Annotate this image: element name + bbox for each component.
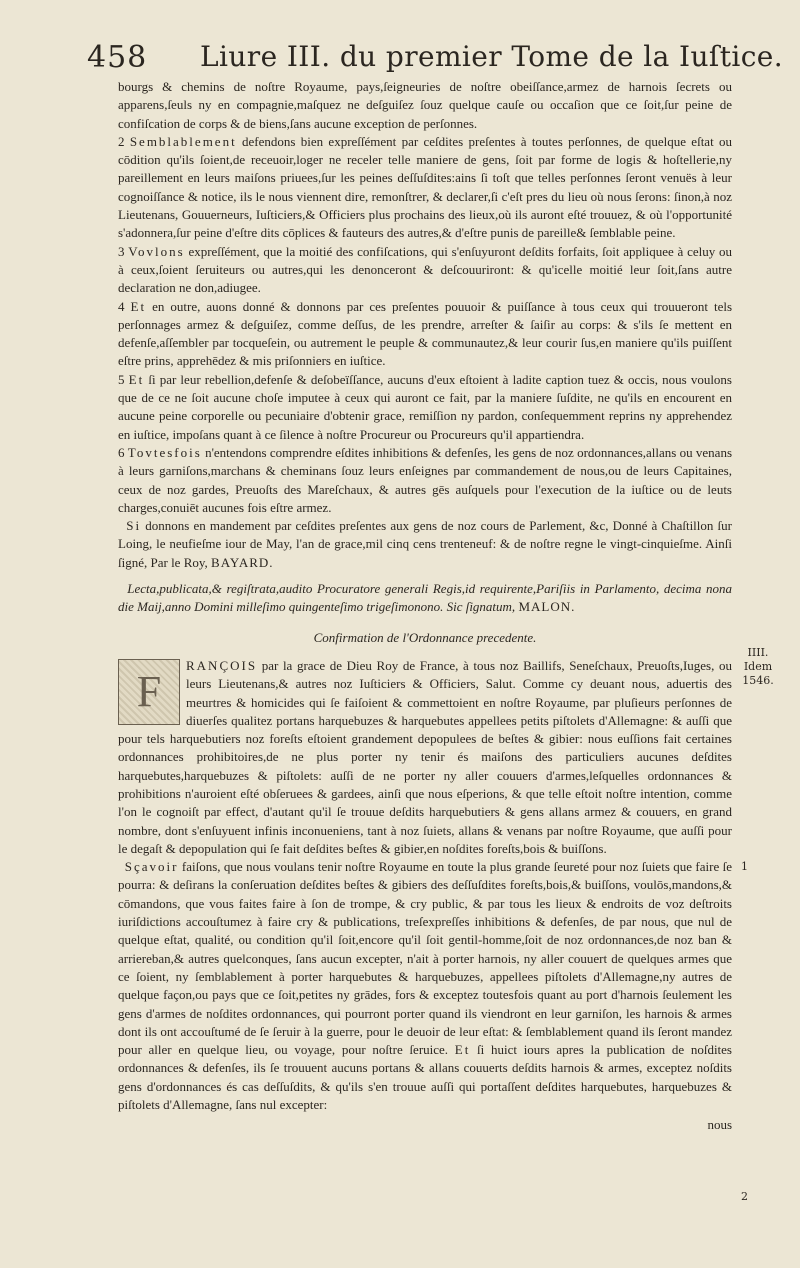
- article-4: [118, 298, 732, 371]
- closing-paragraph: [118, 517, 732, 572]
- article-5: [118, 371, 732, 444]
- article-number: 3: [118, 243, 125, 259]
- article-number: 4: [118, 298, 125, 314]
- decorated-initial-letter: F: [118, 659, 180, 725]
- article-lead-word: Et: [128, 371, 145, 387]
- running-title: Liure III. du premier Tome de la Iuſtice.: [200, 40, 784, 73]
- article-lead-word: RANÇOIS: [186, 657, 258, 673]
- article-number: 5: [118, 371, 125, 387]
- catchword: nous: [707, 1117, 732, 1133]
- article-text: en outre, auons donné & donnons par ces preſentes pouuoir & puiſſance à tous ceux qui trouueront tels perſonnages armez & deſguiſez, comme deſſus, de les prendre, arreſter & ſaiſir au corps: & s'ils ſe mettent en defenſe,aſſembler par tocqueſein, ou autrement le peuple & communautez,& leur courir ſus,en maniere qu'ils puiſſent eſtre prins, apprehēdez & mis priſonniers en iuſtice.: [118, 298, 733, 369]
- article-number: 6: [118, 444, 125, 460]
- article-text: expreſſément, que la moitié des confiſcations, qui s'enſuyuront deſdits forfaits, ſoit appliquee à celuy ou à ceux,ſoient ſeruiteurs ou autres,qui les denonceront & deſcouuriront: & qu'icelle moitié leur ſoit,ſans autre declaration ne don,adiugee.: [118, 243, 732, 296]
- article-lead-word: Et: [454, 1042, 471, 1058]
- margin-note-number: IIII.: [747, 646, 769, 659]
- margin-note-date: Idem 1546.: [742, 660, 774, 687]
- section-heading: Confirmation de l'Ordonnance precedente.: [313, 629, 537, 645]
- article-number: 2: [118, 133, 125, 149]
- paragraph-text: par la grace de Dieu Roy de France, à tous noz Baillifs, Seneſchaux, Preuoſts,Iuges, ou leurs Lieutenans,& autres noz Iuſticiers & Officiers, Salut. Comme cy deuant nous, aduertis des meurtres & homicides qui ſe faiſoient & commettoient en noſtre Royaume, par pluſieurs perſonnes de diuerſes qualitez portans harquebuzes & harquebutes appellees petits piſtolets d'Allemagne: & auſſi que pour tels harquebutiers noz foreſts eſtoient grandement depopulees de beſtes & gibier: nous euſſions fait certaines ordonnances prohibitoires,de ne plus porter ny tenir és maiſons des particuliers aucunes deſdites harquebutes,harquebuzes & piſtolets: auſſi de ne porter ny aller couuers d'armes,leſquelles ordonnances & prohibitions n'auroient eſté obſeruees & gardees, ainſi que nous eſperions, & que telle eſtoit noſtre intention, comme l'on le cognoiſt par effect, d'autant qu'il ſe trouue deſdits harquebutiers & gens allans armez & couuers, en grand nombre, dont s'enſuyuent infinis inconueniens, tant à noz ſuiets, allans & venans par noſtre Royaume, que auſſi pour le degaſt & depopulation qui ſe fait deſdites beſtes & gibier,en noſdites foreſts,bois & buiſſons.: [118, 657, 732, 856]
- article-lead-word: Sçavoir: [124, 859, 179, 875]
- latin-text: Lecta,publicata,& regiſtrata,audito Procuratore generali Regis,id requirente,Pariſiis in Parlamento, decima nona die Maij,anno Domini milleſimo quingenteſimo trigeſimonono. Sic ſignatum,: [118, 581, 733, 615]
- article-lead-word: Si: [126, 518, 142, 534]
- paragraph-text: ſi huict iours apres la publication de noſdites ordonnances & defenſes, ils ſe trouuent aucuns portans & allans couuerts deſdits harnois & armes, exceptez noſdits gens d'ordonnances és cas deſſuſdits, & qu'ils s'en trouue auſſi qui portaſſent deſdites harquebutes, harquebuzes & piſtolets d'Allemagne, ſans nul excepter:: [118, 1042, 732, 1113]
- margin-mark-2: 2: [741, 1190, 748, 1203]
- body-text: [118, 78, 732, 1135]
- article-6: [118, 444, 732, 517]
- article-lead-word: Tovtesfois: [127, 444, 202, 460]
- signature-bayard: BAYARD.: [211, 554, 274, 570]
- article-lead-word: Et: [130, 298, 147, 314]
- article-lead-word: Vovlons: [128, 243, 185, 259]
- signature-malon: MALON.: [518, 599, 576, 615]
- page-number: 458: [87, 40, 148, 75]
- paragraph-text: faiſons, que nous voulans tenir noſtre Royaume en toute la plus grande ſeureté pour noz ſuiets que faire ſe pourra: & deſirans la conſeruation deſdites beſtes & gibiers des deſſuſdites foreſts,bois,& buiſſons, voulōs,mandons,& cōmandons, que vous faites faire à ſon de trompe, & cry public, & par tous les lieux & endroits de voz deſtroits iuriſdictions accouſtumez à faire cry & publications, treſexpreſſes inhibitions & defenſes, de par nous, que nul de quelque eſtat, qualité, ou condition qu'il ſoit,encore qu'il ſoit gentil-homme,ſoit de noz ordonnances,de noz ban & arriereban,& autres quelconques, ſans aucun excepter, n'ait à porter harnois, ny aller couuert de quelques armes que ce ſoient, ny ſemblablement à porter harquebutes & harquebuzes, appellees piſtolets d'Allemagne,ny autres de quelque façon,ou pays que ce ſoit,petites ny grādes, fors & exceptez toutesfois quant au port d'harnois ſeulement les gens d'armes de noſdites ordonnances, qui pourront porter quand ils viendront en leur garniſon, les harnois & armes dont ils ont accouſtumé de ſe ſeruir à la guerre, pour le deuoir de leur eſtat: & ſemblablement quand ils ſeront mandez pour aller en quelque lieu, ou voyage, pour noſtre ſeruice.: [118, 859, 732, 1058]
- article-text: defendons bien expreſſément par ceſdites preſentes à toutes perſonnes, de quelque eſtat ou cōdition qu'ils ſoient,de receuoir,loger ne receler telle maniere de gens, ſoit par forme de logis & hoſtellerie,ny pareillement en leurs maiſons priuees,ſur les peines deſſuſdites:ains ſi toſt que telles perſonnes ſeront venuës à leur cognoiſſance & notice, ils le nous viennent dire, remonſtrer, & declarer,ſi c'eſt pres du lieu où nous ſerons: ſinon,à noz Lieutenans, Gouuerneurs, Iuſticiers,& Officiers plus prochains des lieux,où ils auront eſté trouuez, & où l'opportunité s'adonnera,ſur peine d'eſtre dits cōplices & fauteurs des autres,& d'eſtre punis de pareille& ſemblable peine.: [118, 133, 732, 241]
- paragraph-continued: bourgs & chemins de noſtre Royaume, pays,ſeigneuries de noſtre obeiſſance,armez de harnois ſecrets ou apparens,ſeuls ny en compagnie,maſquez ne deſguiſez ſouz quelque cauſe ou occaſion que ce ſoit,ſur peine de confiſcation de corps & de biens,ſans aucune exception de perſonnes.: [118, 79, 732, 131]
- registration-note: [118, 580, 732, 617]
- margin-note: [738, 646, 778, 688]
- ordinance-paragraph: [118, 858, 732, 1114]
- article-lead-word: Semblablement: [129, 133, 237, 149]
- margin-mark-1: 1: [741, 860, 748, 873]
- article-text: n'entendons comprendre eſdites inhibitions & defenſes, les gens de noz ordonnances,allans ou venans à leurs garniſons,marchans & cheminans ſouz leurs enſeignes par commandement de nous,ou de leurs Capitaines, ceux de noz gardes, Preuoſts des Mareſchaux, & autres gēs auſquels pour l'execution de la iuſtice ou de leuts charges,conuiēt aucunes fois eſtre armez.: [118, 444, 733, 515]
- closing-text: donnons en mandement par ceſdites preſentes aux gens de noz cours de Parlement, &c, Donné à Chaſtillon ſur Loing, le neufieſme iour de May, l'an de grace,mil cinq cens trenteneuf: & de noſtre regne le vingt-cinquieſme. Ainſi ſigné, Par le Roy,: [118, 518, 732, 570]
- article-2: [118, 133, 732, 243]
- article-3: [118, 243, 732, 298]
- confirmation-paragraph: [118, 657, 732, 858]
- article-text: ſi par leur rebellion,defenſe & deſobeïſſance, aucuns d'eux eſtoient à ladite caption tuez & occis, nous voulons que de ce ne ſoit aucune choſe imputee à ceux qui auront ce fait, par la maniere ſuſdite, ne qu'ils en encourent en aucune peine corporelle ou pecuniaire d'obtenir grace, remiſſion ny pardon, conſequemment reprins ny apprehendez en iuſtice, impoſans quant à ce ſilence à noſtre Procureur ou Procureurs qu'il appartiendra.: [118, 371, 732, 442]
